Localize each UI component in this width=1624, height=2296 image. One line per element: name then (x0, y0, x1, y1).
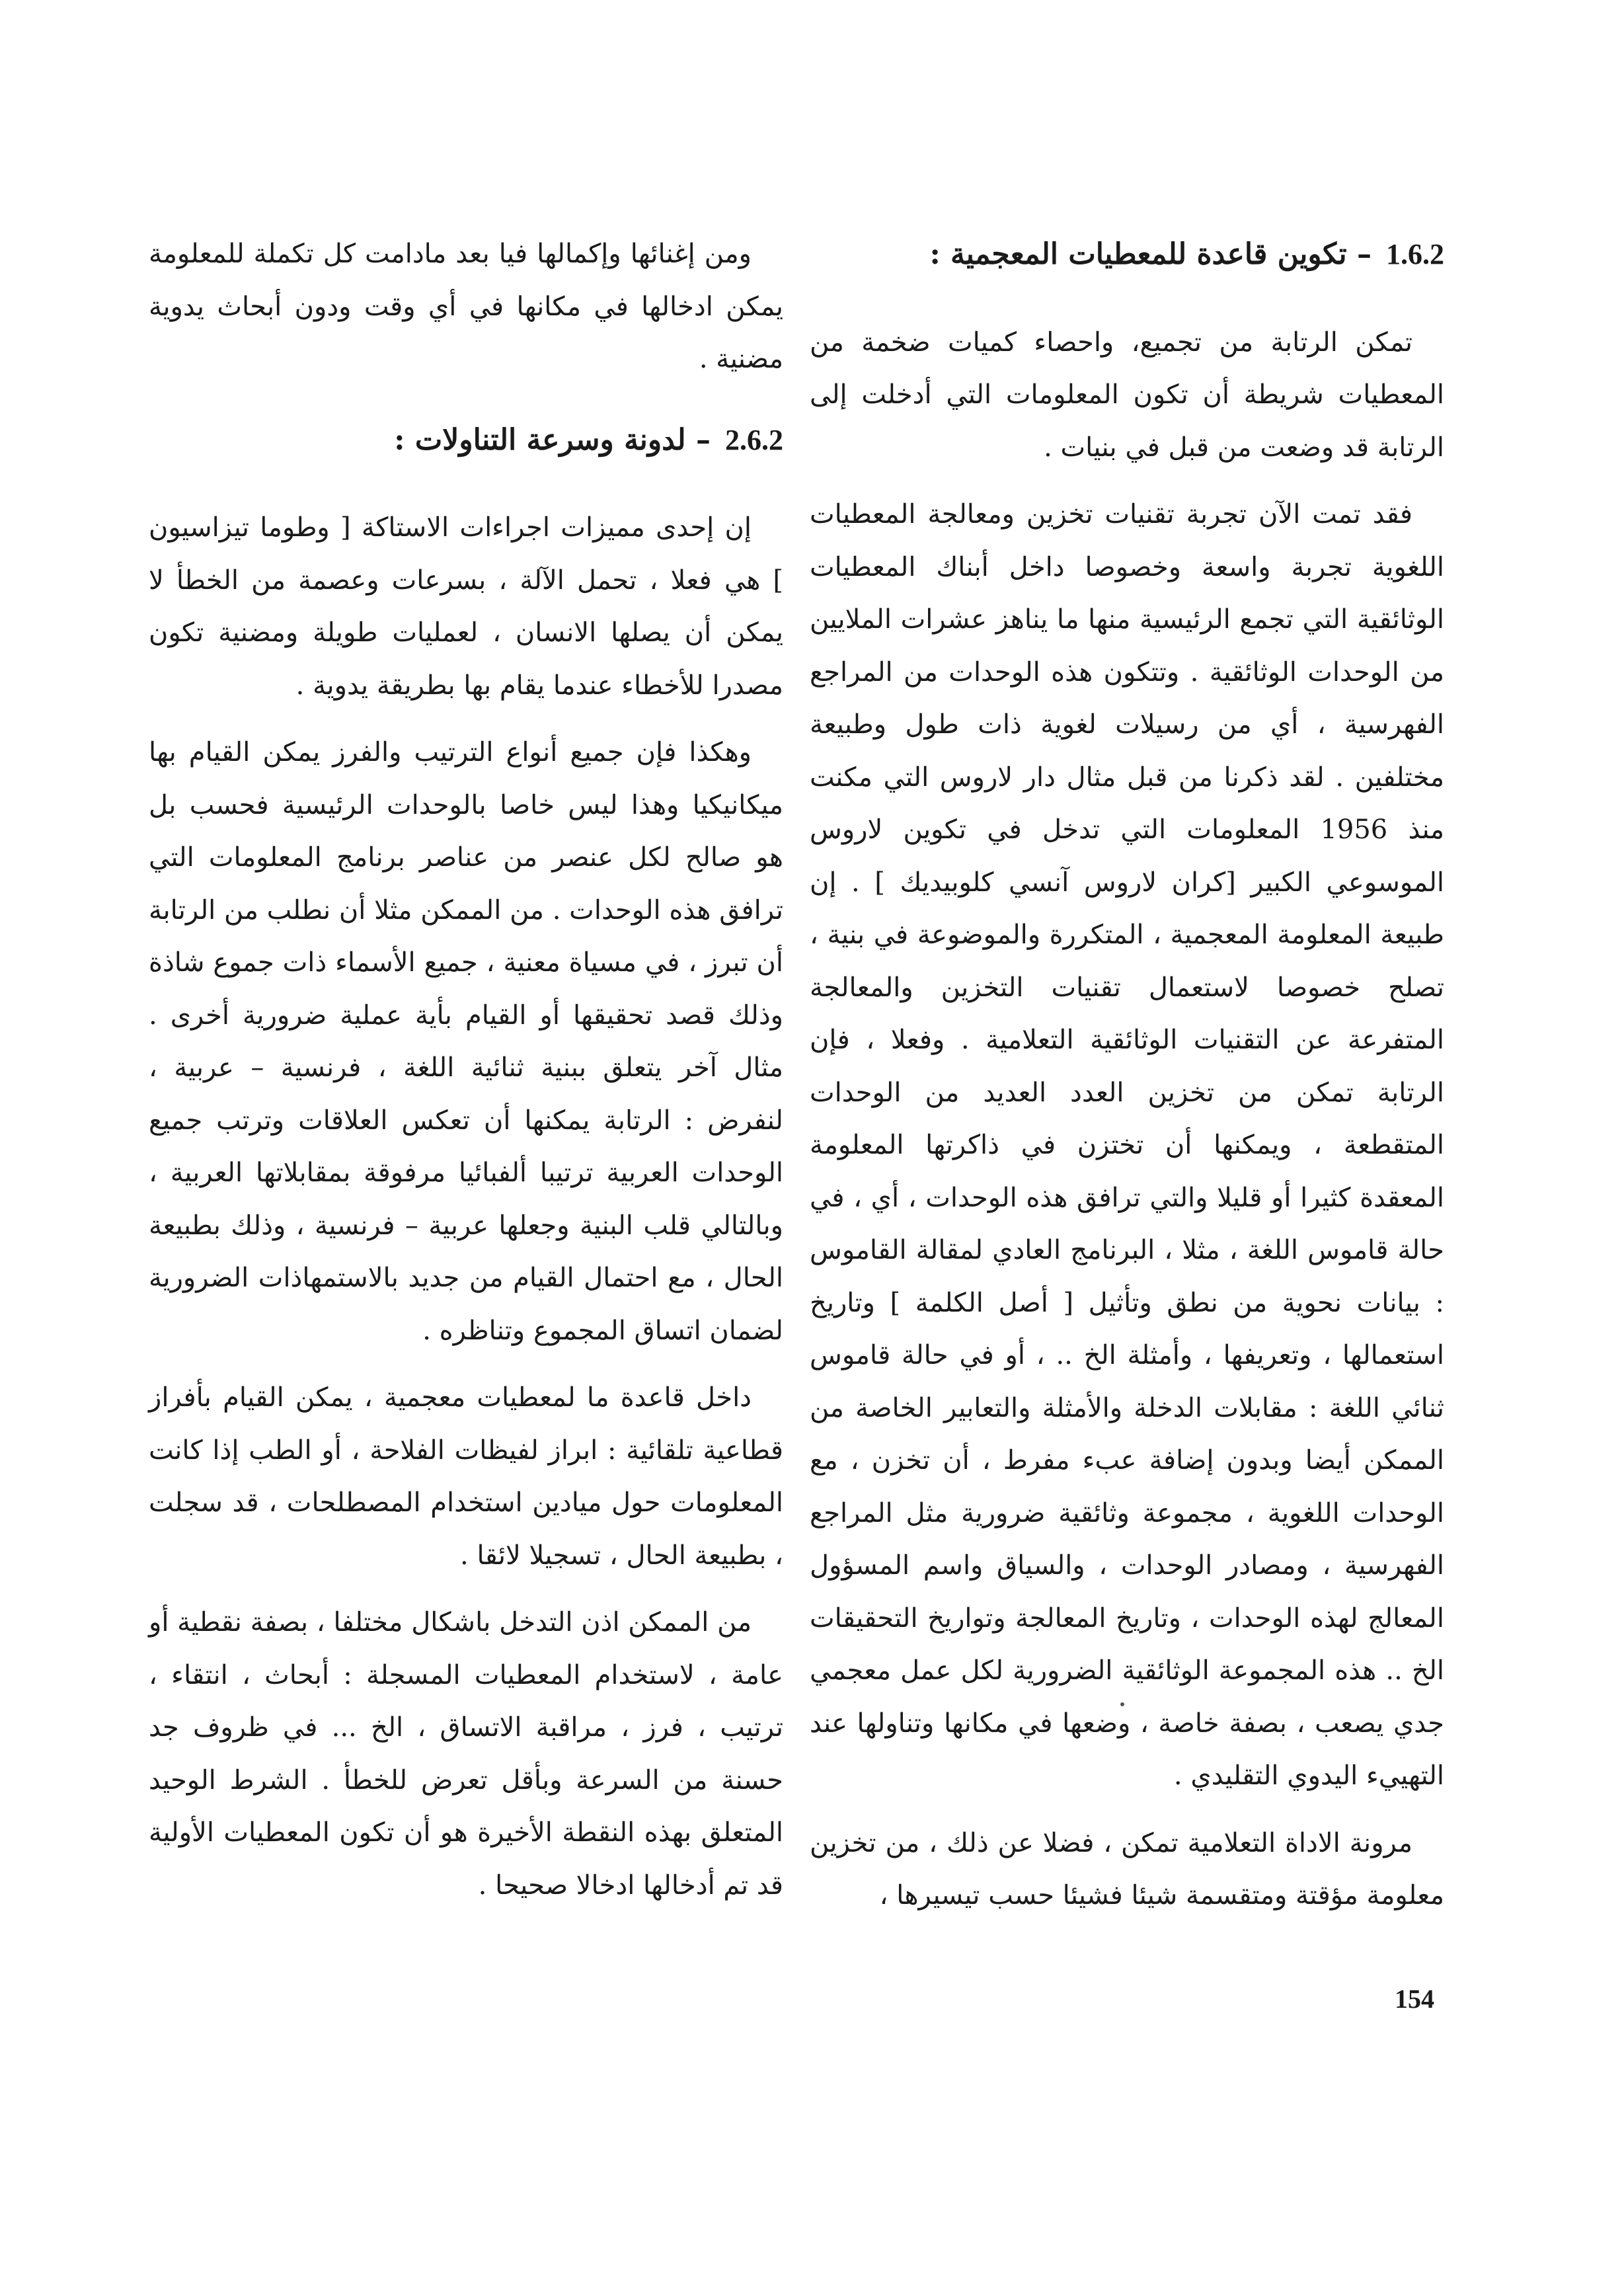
paragraph: إن إحدى مميزات اجراءات الاستاكة [ وطوما تيزاسيون ] هي فعلا ، تحمل الآلة ، بسرعات وعصمة من الخطأ لا يمكن أن يصلها الانسان ، لعمليات طويلة ومضنية تكون مصدرا للأخطاء عندما يقام بها بطريقة يدوية . (149, 512, 783, 701)
paragraph: ومن إغنائها وإكمالها فيا بعد مادامت كل تكملة للمعلومة يمكن ادخالها في مكانها في أي وقت ودون أبحاث يدوية مضنية . (149, 239, 783, 374)
section-heading-1-6-2 (810, 228, 1444, 281)
scan-speck (1120, 1702, 1124, 1706)
section-number: 1.6.2 (1386, 238, 1444, 270)
section-title: – لدونة وسرعة التناولات : (394, 422, 711, 457)
left-column (149, 228, 783, 1926)
paragraph: تمكن الرتابة من تجميع، واحصاء كميات ضخمة من المعطيات شريطة أن تكون المعلومات التي أدخلت إلى الرتابة قد وضعت من قبل في بنيات . (810, 327, 1444, 463)
paragraph: فقد تمت الآن تجربة تقنيات تخزين ومعالجة المعطيات اللغوية تجربة واسعة وخصوصا داخل أبناك المعطيات الوثائقية التي تجمع الرئيسية منها ما يناهز عشرات الملايين من الوحدات الوثائقية . وتتكون هذه الوحدات من المراجع الفهرسية ، أي من رسيلات لغوية ذات طول وطبيعة مختلفين . لقد ذكرنا من قبل مثال دار لاروس التي مكنت منذ 1956 المعلومات التي تدخل في تكوين لاروس الموسوعي الكبير [كران لاروس آنسي كلوبيديك ] . إن طبيعة المعلومة المعجمية ، المتكررة والموضوعة في بنية ، تصلح خصوصا لاستعمال تقنيات التخزين والمعالجة المتفرعة عن التقنيات الوثائقية التعلامية . وفعلا ، فإن الرتابة تمكن من تخزين العدد العديد من الوحدات المتقطعة ، ويمكنها أن تختزن في ذاكرتها المعلومة المعقدة كثيرا أو قليلا والتي ترافق هذه الوحدات ، أي ، في حالة قاموس اللغة ، مثلا ، البرنامج العادي لمقالة القاموس : بيانات نحوية من نطق وتأثيل [ أصل الكلمة ] وتاريخ استعمالها ، وتعريفها ، وأمثلة الخ .. ، أو في حالة قاموس ثنائي اللغة : مقابلات الدخلة والأمثلة والتعابير الخاصة من الممكن أيضا وبدون إضافة عبء مفرط ، أن تخزن ، مع الوحدات اللغوية ، مجموعة وثائقية ضرورية مثل المراجع الفهرسية ، ومصادر الوحدات ، والسياق واسم المسؤول المعالج لهذه الوحدات ، وتاريخ المعالجة وتواريخ التحقيقات الخ .. هذه المجموعة الوثائقية الضرورية لكل عمل معجمي جدي يصعب ، بصفة خاصة ، وضعها في مكانها وتناولها عند التهييء اليدوي التقليدي . (810, 499, 1444, 1791)
section-number: 2.6.2 (725, 423, 783, 456)
section-title: – تكوين قاعدة للمعطيات المعجمية : (929, 237, 1372, 271)
paragraph: داخل قاعدة ما لمعطيات معجمية ، يمكن القيام بأفراز قطاعية تلقائية : ابراز لفيظات الفلاحة ، أو الطب إذا كانت المعلومات حول ميادين استخدام المصطلحات ، قد سجلت ، بطبيعة الحال ، تسجيلا لائقا . (149, 1382, 783, 1571)
section-heading-2-6-2 (149, 414, 783, 467)
paragraph: مرونة الاداة التعلامية تمكن ، فضلا عن ذلك ، من تخزين معلومة مؤقتة ومتقسمة شيئا فشيئا حسب تيسيرها ، (810, 1827, 1444, 1911)
page-number: 154 (1395, 1984, 1434, 2014)
paragraph: وهكذا فإن جميع أنواع الترتيب والفرز يمكن القيام بها ميكانيكيا وهذا ليس خاصا بالوحدات الرئيسية فحسب بل هو صالح لكل عنصر من عناصر برنامج المعلومات التي ترافق هذه الوحدات . من الممكن مثلا أن نطلب من الرتابة أن تبرز ، في مسياة معنية ، جميع الأسماء ذات جموع شاذة وذلك قصد تحقيقها أو القيام بأية عملية ضرورية أخرى . مثال آخر يتعلق ببنية ثنائية اللغة ، فرنسية – عربية ، لنفرض : الرتابة يمكنها أن تعكس العلاقات وترتب جميع الوحدات العربية ترتيبا ألفبائيا مرفوقة بمقابلاتها العربية ، وبالتالي قلب البنية وجعلها عربية – فرنسية ، وذلك بطبيعة الحال ، مع احتمال القيام من جديد بالاستمهاذات الضرورية لضمان اتساق المجموع وتناظره . (149, 737, 783, 1346)
right-column (810, 228, 1444, 1937)
paragraph: من الممكن اذن التدخل باشكال مختلفا ، بصفة نقطية أو عامة ، لاستخدام المعطيات المسجلة : أبحاث ، انتقاء ، ترتيب ، فرز ، مراقبة الاتساق ، الخ ... في ظروف جد حسنة من السرعة وبأقل تعرض للخطأ . الشرط الوحيد المتعلق بهذه النقطة الأخيرة هو أن تكون المعطيات الأولية قد تم أدخالها ادخالا صحيحا . (149, 1607, 783, 1901)
